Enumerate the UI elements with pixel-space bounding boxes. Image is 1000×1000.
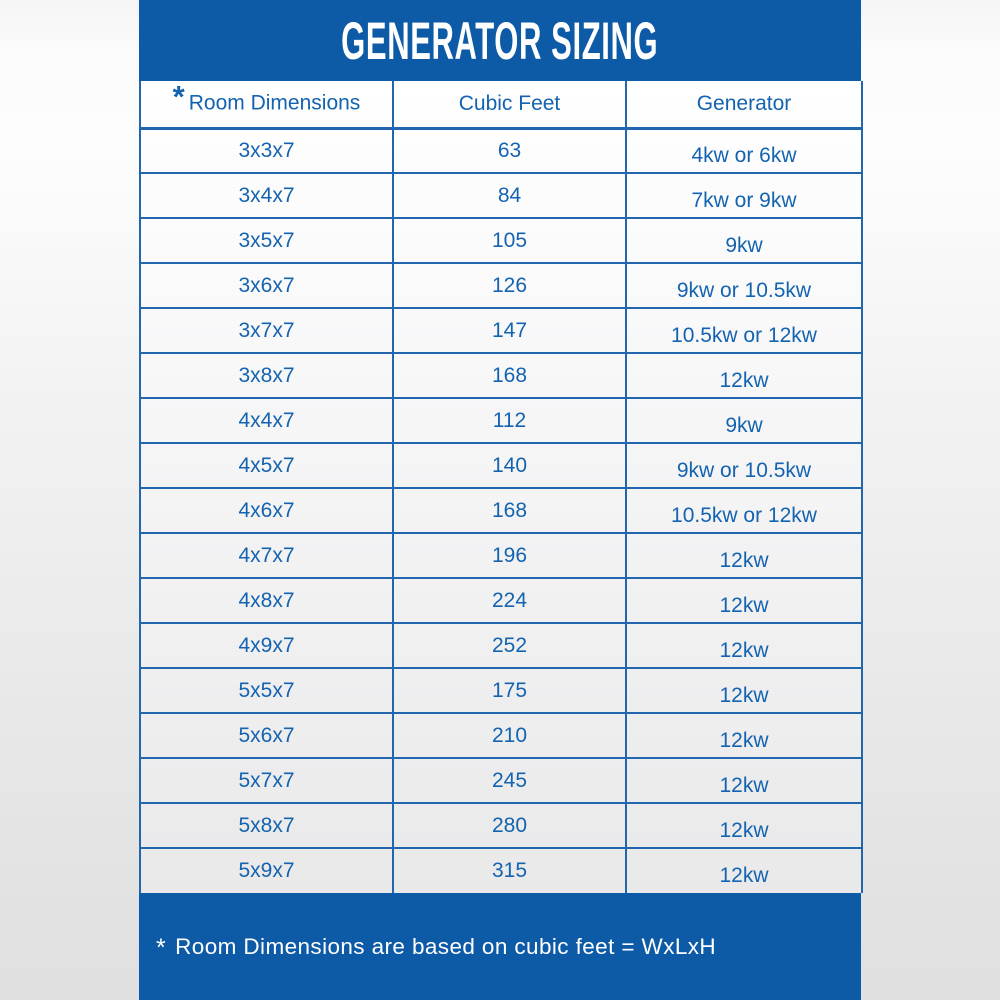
table-row: [140, 443, 862, 488]
table-row: [140, 848, 862, 893]
room-dimensions-cell: 5x7x7: [140, 758, 393, 803]
cubic-feet-cell: 315: [393, 848, 626, 893]
title-band: [139, 0, 861, 81]
column-header-label: Room Dimensions: [188, 91, 361, 115]
footnote: [156, 932, 716, 961]
cubic-feet-cell: 224: [393, 578, 626, 623]
generator-cell: 9kw: [626, 398, 862, 443]
cubic-feet-cell: 147: [393, 308, 626, 353]
table-row: [140, 398, 862, 443]
room-dimensions-cell: 5x9x7: [140, 848, 393, 893]
generator-cell: 12kw: [626, 533, 862, 578]
cubic-feet-cell: 126: [393, 263, 626, 308]
column-header-generator: Generator: [626, 81, 862, 128]
header-row: [140, 81, 862, 128]
room-dimensions-cell: 4x6x7: [140, 488, 393, 533]
generator-sizing-panel: [139, 0, 861, 1000]
generator-cell: 12kw: [626, 713, 862, 758]
room-dimensions-cell: 3x3x7: [140, 128, 393, 173]
room-dimensions-cell: 4x9x7: [140, 623, 393, 668]
generator-cell: 12kw: [626, 623, 862, 668]
table-row: [140, 128, 862, 173]
table-row: [140, 803, 862, 848]
generator-cell: 12kw: [626, 803, 862, 848]
footnote-band: [139, 893, 861, 1000]
table-row: [140, 263, 862, 308]
generator-cell: 9kw: [626, 218, 862, 263]
generator-cell: 12kw: [626, 668, 862, 713]
table-row: [140, 668, 862, 713]
generator-cell: 10.5kw or 12kw: [626, 488, 862, 533]
column-header-room-dimensions: [140, 78, 393, 128]
cubic-feet-cell: 112: [393, 398, 626, 443]
generator-cell: 12kw: [626, 353, 862, 398]
generator-cell: 12kw: [626, 848, 862, 893]
room-dimensions-cell: 5x8x7: [140, 803, 393, 848]
table-row: [140, 578, 862, 623]
cubic-feet-cell: 168: [393, 488, 626, 533]
generator-cell: 12kw: [626, 578, 862, 623]
generator-sizing-table: [139, 78, 863, 893]
cubic-feet-cell: 252: [393, 623, 626, 668]
table-row: [140, 353, 862, 398]
generator-cell: 12kw: [626, 758, 862, 803]
asterisk-mark: *: [172, 78, 185, 114]
room-dimensions-cell: 4x8x7: [140, 578, 393, 623]
room-dimensions-cell: 3x6x7: [140, 263, 393, 308]
room-dimensions-cell: 5x5x7: [140, 668, 393, 713]
room-dimensions-cell: 4x7x7: [140, 533, 393, 578]
cubic-feet-cell: 63: [393, 128, 626, 173]
table-row: [140, 308, 862, 353]
table-body: [140, 128, 862, 893]
column-header-cubic-feet: Cubic Feet: [393, 81, 626, 128]
table-row: [140, 218, 862, 263]
cubic-feet-cell: 105: [393, 218, 626, 263]
table-row: [140, 758, 862, 803]
cubic-feet-cell: 245: [393, 758, 626, 803]
room-dimensions-cell: 3x4x7: [140, 173, 393, 218]
table-row: [140, 488, 862, 533]
room-dimensions-cell: 3x5x7: [140, 218, 393, 263]
table-row: [140, 713, 862, 758]
room-dimensions-cell: 4x5x7: [140, 443, 393, 488]
generator-cell: 7kw or 9kw: [626, 173, 862, 218]
cubic-feet-cell: 84: [393, 173, 626, 218]
cubic-feet-cell: 196: [393, 533, 626, 578]
room-dimensions-cell: 5x6x7: [140, 713, 393, 758]
table-row: [140, 623, 862, 668]
table-row: [140, 533, 862, 578]
room-dimensions-cell: 3x8x7: [140, 353, 393, 398]
page-title: GENERATOR SIZING: [341, 10, 659, 71]
cubic-feet-cell: 280: [393, 803, 626, 848]
footnote-asterisk-mark: *: [156, 934, 167, 962]
generator-cell: 9kw or 10.5kw: [626, 443, 862, 488]
generator-cell: 9kw or 10.5kw: [626, 263, 862, 308]
generator-cell: 4kw or 6kw: [626, 128, 862, 173]
table-row: [140, 173, 862, 218]
cubic-feet-cell: 168: [393, 353, 626, 398]
room-dimensions-cell: 4x4x7: [140, 398, 393, 443]
room-dimensions-cell: 3x7x7: [140, 308, 393, 353]
cubic-feet-cell: 210: [393, 713, 626, 758]
cubic-feet-cell: 140: [393, 443, 626, 488]
cubic-feet-cell: 175: [393, 668, 626, 713]
generator-cell: 10.5kw or 12kw: [626, 308, 862, 353]
footnote-text: Room Dimensions are based on cubic feet = WxLxH: [175, 934, 717, 959]
